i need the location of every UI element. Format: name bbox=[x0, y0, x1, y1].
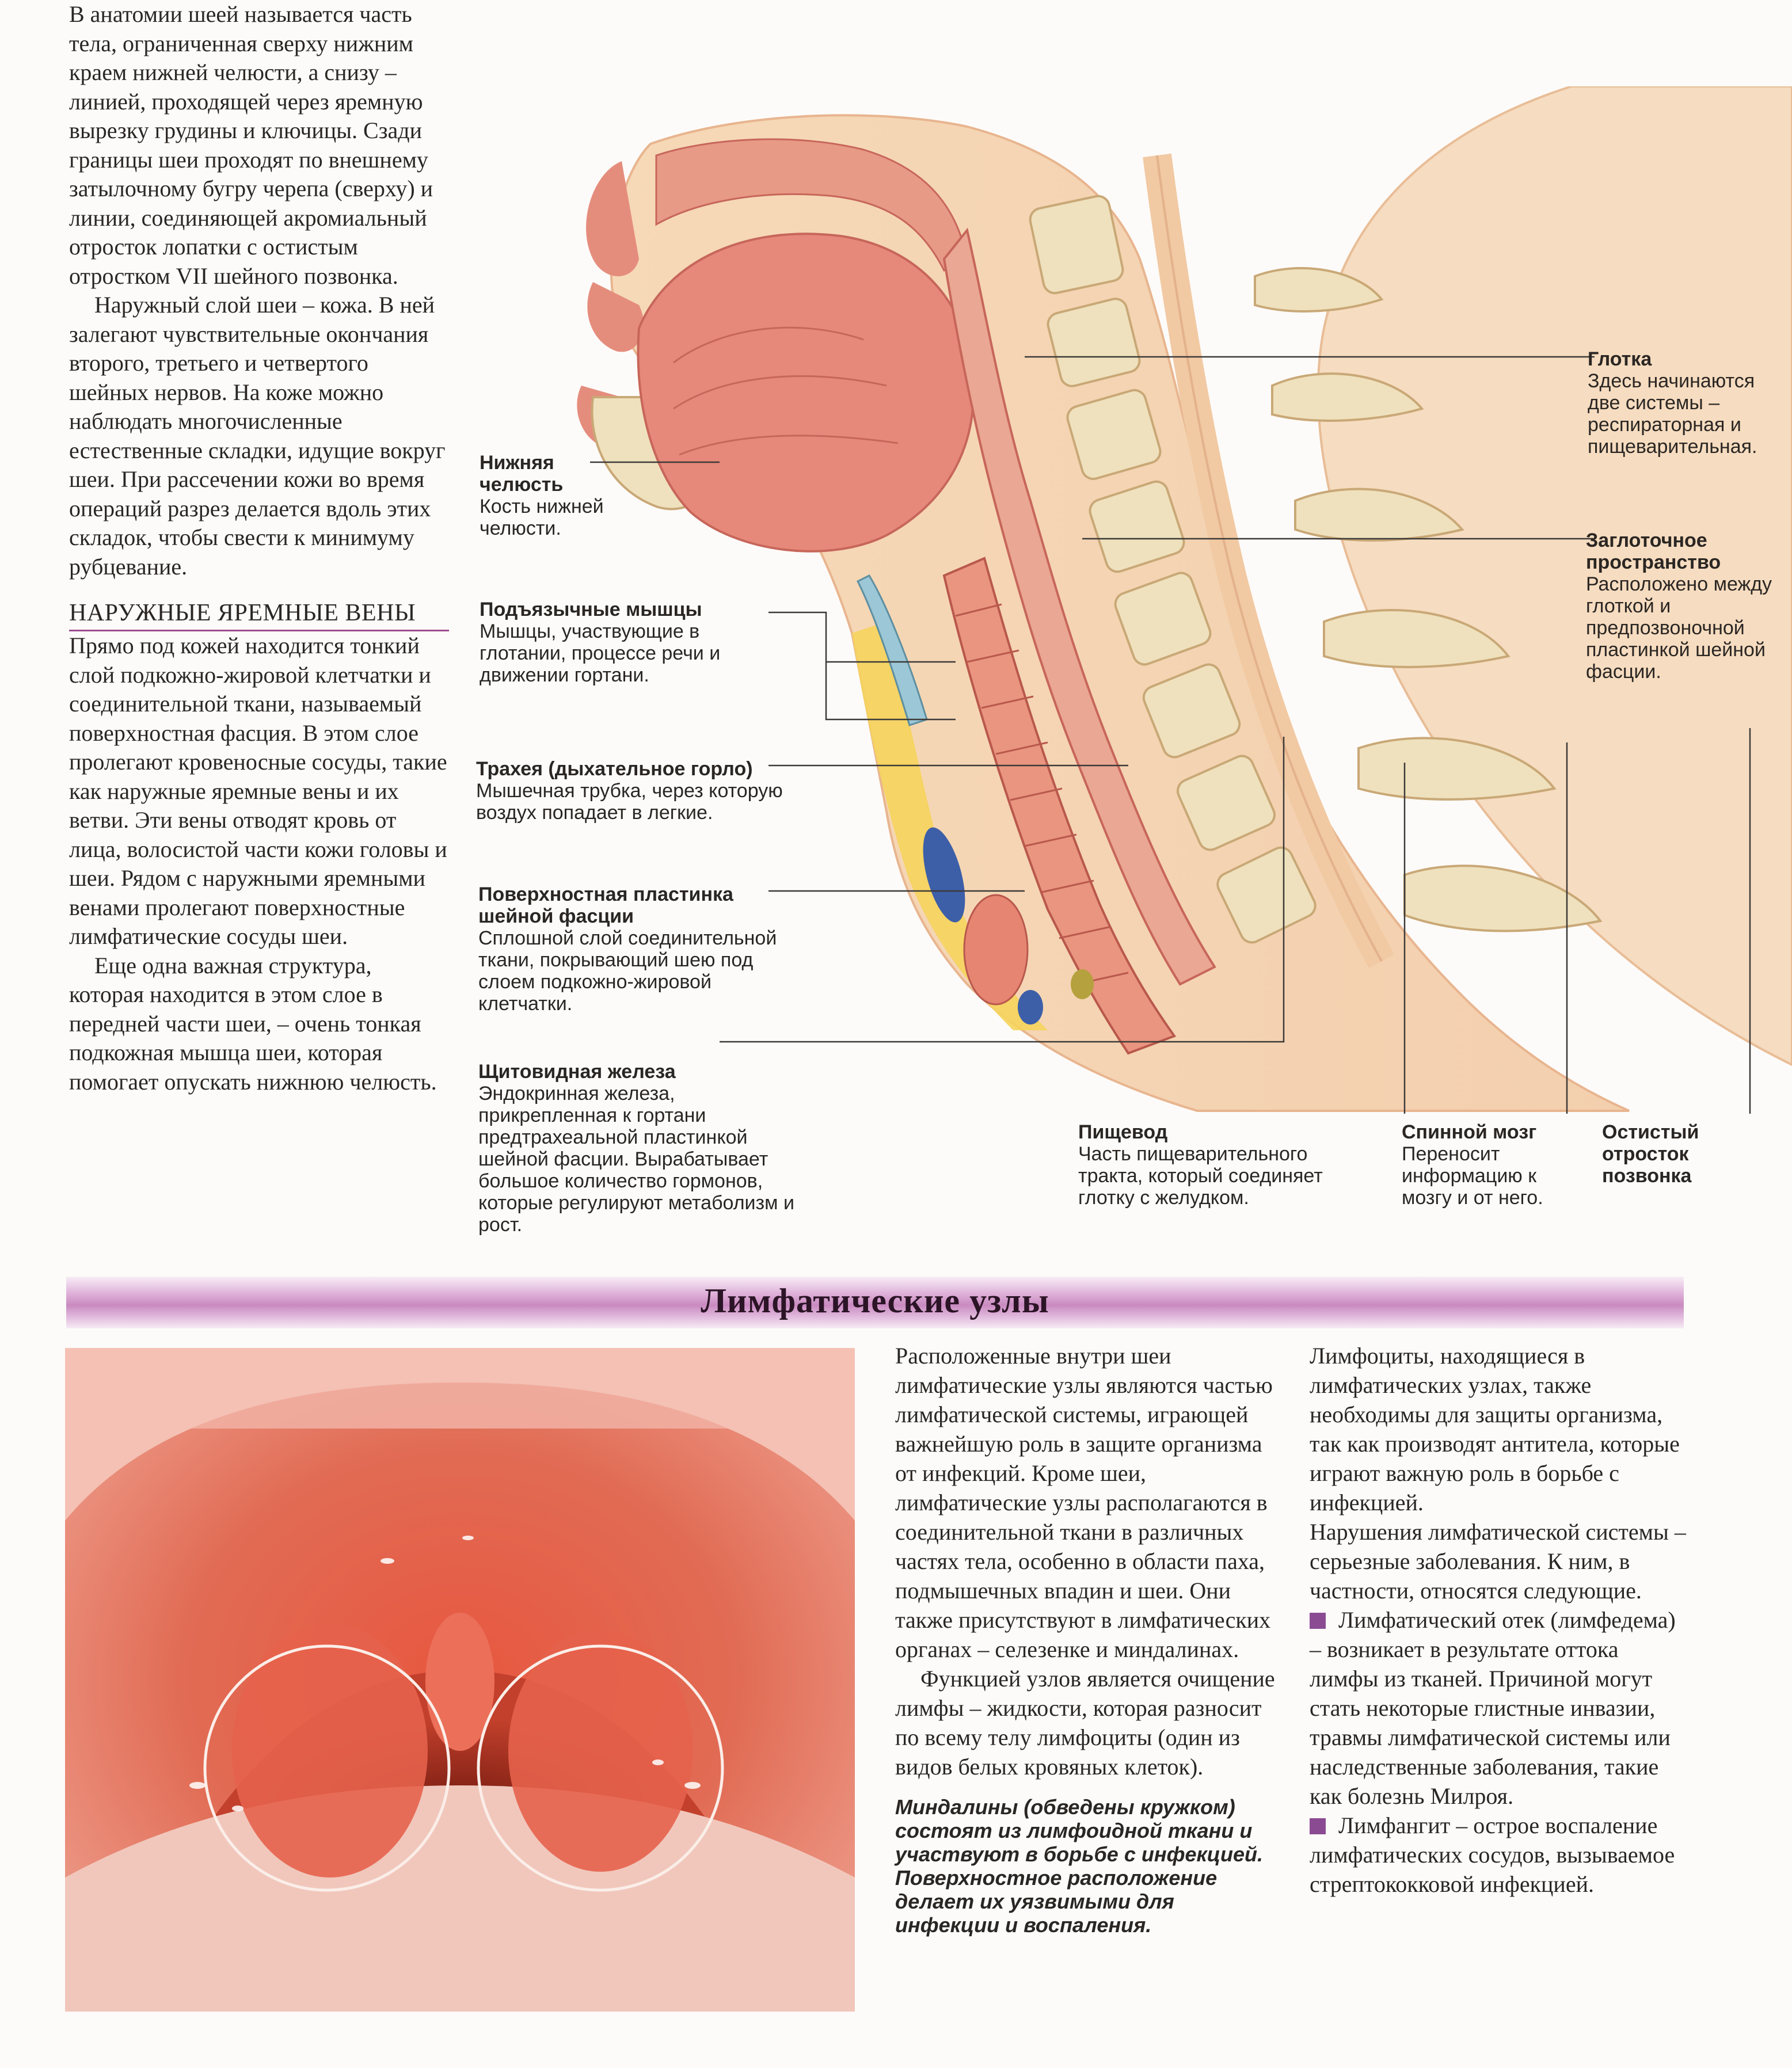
label-retropharyngeal bbox=[1586, 530, 1782, 683]
veins-paragraph-1: Прямо под кожей находится тонкий слой подкожно-жировой клетчатки и соединительной ткани, называемый поверхностная фасция. В этом слое пролегают кровеносные сосуды, такие как наружные яремные вены и их ветви. Эти вены отводят кровь от лица, волосистой части кожи головы и шеи. Рядом с наружными яремными венами пролегают поверхностные лимфатические сосуды шеи. bbox=[69, 633, 447, 949]
right-text-column bbox=[1310, 1341, 1690, 1899]
label-trachea-desc: Мышечная трубка, через которую воздух попадает в легкие. bbox=[476, 780, 783, 824]
bullet-lymphangitis-text: Лимфангит – острое воспаление лимфатических сосудов, вызываемое стрептококковой инфекцией. bbox=[1310, 1812, 1675, 1897]
bullet-lymphedema-text: Лимфатический отек (лимфедема) – возникает в результате оттока лимфы из тканей. Причиной могут стать некоторые глистные инвазии, травмы лимфатической системы или наследственные заболевания, такие как болезнь Милроя. bbox=[1310, 1607, 1676, 1809]
label-spinal-title: Спинной мозг bbox=[1402, 1121, 1537, 1143]
label-fascia bbox=[478, 883, 801, 1015]
bullet-lymphangitis bbox=[1310, 1811, 1690, 1899]
square-bullet-icon bbox=[1310, 1818, 1326, 1834]
label-fascia-title: Поверхностная пластинка шейной фасции bbox=[478, 883, 733, 927]
label-mandible bbox=[480, 452, 629, 539]
label-pharynx-title: Глотка bbox=[1588, 348, 1652, 370]
label-esophagus-title: Пищевод bbox=[1078, 1121, 1168, 1143]
lymph-paragraph-1: Расположенные внутри шеи лимфатические узлы являются частью лимфатической системы, играющей важнейшую роль в защите организма от инфекций. Кроме шеи, лимфатические узлы располагаются в соединительной ткани в различных частях тела, особенно в области паха, подмышечных впадин и шеи. Они также присутствуют в лимфатических органах – селезенке и миндалинах. bbox=[895, 1343, 1273, 1662]
tonsils-photo bbox=[65, 1348, 855, 2012]
bullet-lymphedema bbox=[1310, 1605, 1690, 1811]
disorders-paragraph: Нарушения лимфатической системы – серьезные заболевания. К ним, в частности, относятся следующие. bbox=[1310, 1519, 1686, 1604]
intro-paragraph-1: В анатомии шеей называется часть тела, ограниченная сверху нижним краем нижней челюсти, а снизу – линией, проходящей через яремную вырезку грудины и ключицы. Сзади границы шеи проходят по внешнему затылочному бугру черепа (сверху) и линии, соединяющей акромиальный отросток лопатки с остистым отростком VII шейного позвонка. bbox=[69, 1, 433, 289]
tonsils-photo-drawing bbox=[65, 1348, 855, 2012]
label-mandible-title: Нижняя челюсть bbox=[480, 452, 564, 496]
section-title-band bbox=[66, 1277, 1684, 1328]
label-esophagus-desc: Часть пищеварительного тракта, который соединяет глотку с желудком. bbox=[1078, 1143, 1323, 1209]
label-trachea bbox=[476, 758, 810, 824]
label-esophagus bbox=[1078, 1121, 1326, 1209]
intro-paragraph-2: Наружный слой шеи – кожа. В ней залегают чувствительные окончания второго, третьего и четвертого шейных нервов. На коже можно наблюдать многочисленные естественные складки, идущие вокруг шеи. При рассечении кожи во время операций разрез делается вдоль этих складок, чтобы свести к минимуму рубцевание. bbox=[69, 292, 446, 580]
veins-paragraph-2: Еще одна важная структура, которая находится в этом слое в передней части шеи, – очень тонкая подкожная мышца шеи, которая помогает опускать нижнюю челюсть. bbox=[69, 952, 437, 1095]
section-heading-jugular-veins: НАРУЖНЫЕ ЯРЕМНЫЕ ВЕНЫ bbox=[69, 599, 449, 631]
label-hyoid-muscles bbox=[480, 599, 779, 686]
label-thyroid-title: Щитовидная железа bbox=[478, 1061, 676, 1083]
label-trachea-title: Трахея (дыхательное горло) bbox=[476, 758, 753, 780]
label-pharynx bbox=[1588, 348, 1778, 458]
lymphocytes-paragraph: Лимфоциты, находящиеся в лимфатических узлах, также необходимы для защиты организма, так как производят антитела, которые играют важную роль в борьбе с инфекцией. bbox=[1310, 1343, 1680, 1515]
label-spinous-title: Остистый отросток позвонка bbox=[1602, 1121, 1699, 1187]
label-spinal-cord bbox=[1402, 1121, 1574, 1209]
label-mandible-desc: Кость нижней челюсти. bbox=[480, 496, 604, 539]
label-fascia-desc: Сплошной слой соединительной ткани, покрывающий шею под слоем подкожно-жировой клетчатки. bbox=[478, 927, 777, 1015]
section-title: Лимфатические узлы bbox=[701, 1282, 1049, 1320]
label-spinous-process bbox=[1602, 1121, 1740, 1187]
label-spinal-desc: Переносит информацию к мозгу и от него. bbox=[1402, 1143, 1543, 1209]
photo-caption: Миндалины (обведены кружком) состоят из лимфоидной ткани и участвуют в борьбе с инфекцией. Поверхностное расположение делает их уязвимыми для инфекции и воспаления. bbox=[895, 1795, 1263, 1937]
mid-text-column bbox=[895, 1341, 1275, 1937]
label-thyroid-desc: Эндокринная железа, прикрепленная к гортани предтрахеальной пластинкой шейной фасции. Вырабатывает большое количество гормонов, которые регулируют метаболизм и рост. bbox=[478, 1083, 794, 1236]
label-thyroid bbox=[478, 1061, 801, 1236]
label-pharynx-desc: Здесь начинаются две системы – респираторная и пищеварительная. bbox=[1588, 370, 1757, 458]
label-hyoid-title: Подъязычные мышцы bbox=[480, 599, 702, 620]
label-hyoid-desc: Мышцы, участвующие в глотании, процессе речи и движении гортани. bbox=[480, 620, 721, 686]
left-text-column bbox=[69, 0, 449, 1096]
lymph-paragraph-2: Функцией узлов является очищение лимфы – жидкости, которая разносит по всему телу лимфоциты (один из видов белых кровяных клеток). bbox=[895, 1666, 1275, 1780]
square-bullet-icon bbox=[1310, 1613, 1326, 1629]
label-retro-desc: Расположено между глоткой и предпозвоночной пластинкой шейной фасции. bbox=[1586, 573, 1772, 683]
label-retro-title: Заглоточное пространство bbox=[1586, 530, 1721, 573]
